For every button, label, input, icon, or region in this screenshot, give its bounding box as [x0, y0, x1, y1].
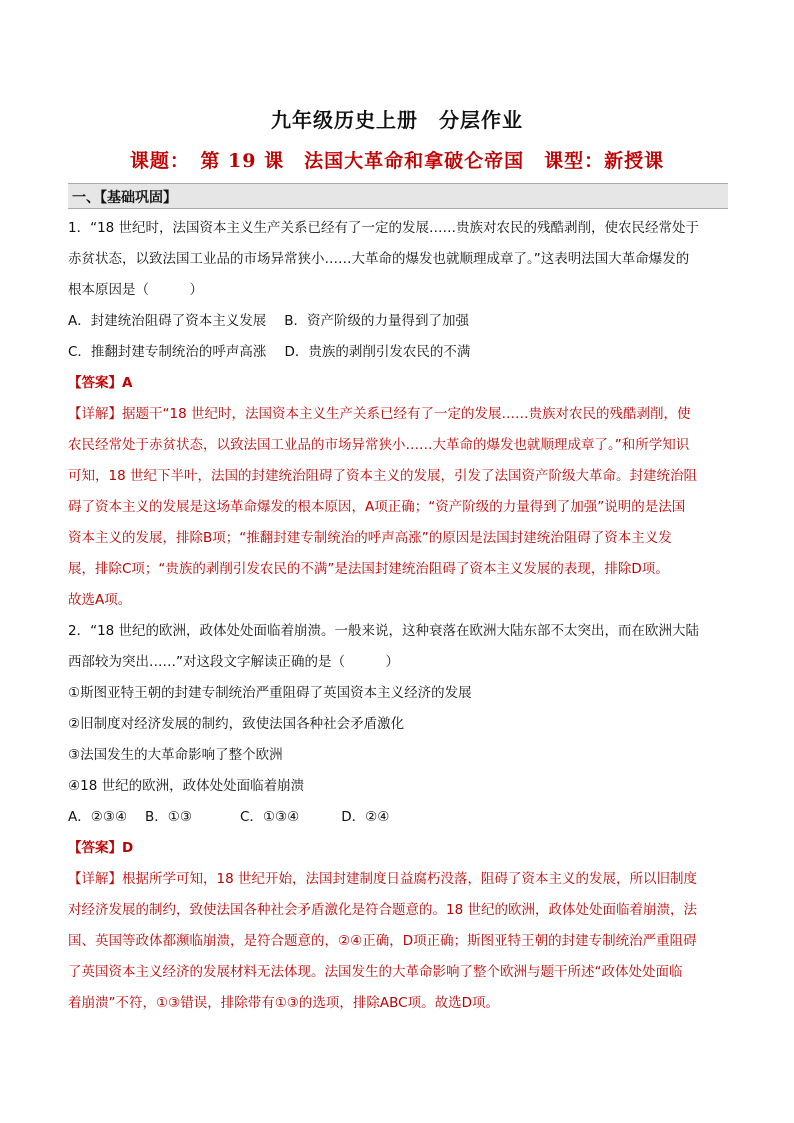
q2-stem-line: 西部较为突出……”对这段文字解读正确的是（ ）: [68, 654, 399, 670]
section-header: [68, 183, 728, 209]
page-title: 九年级历史上册 分层作业: [271, 108, 523, 132]
q1-detail-line: 展，排除C项；“贵族的剥削引发农民的不满”是法国封建统治阻碍了资本主义发展的表现，排除D项。: [68, 561, 669, 577]
q1-option-d: D．贵族的剥削引发农民的不满: [284, 344, 471, 360]
q2-detail-line: 国、英国等政体都濒临崩溃，是符合题意的，②④正确，D项正确；斯图亚特王朝的封建专制统治严重阻碍: [68, 933, 697, 949]
q1-option-c: C．推翻封建专制统治的呼声高涨: [68, 344, 267, 360]
q1-detail-line: 故选A项。: [68, 592, 132, 608]
q1-detail-line: 农民经常处于赤贫状态，以致法国工业品的市场异常狭小……大革命的爆发也就顺理成章了。”和所学知识: [68, 437, 690, 453]
q2-detail-line: 着崩溃”不符，①③错误，排除带有①③的选项，排除ABC项。故选D项。: [68, 995, 499, 1011]
q2-option-c: C．①③④: [240, 809, 300, 825]
q2-answer: 【答案】D: [68, 840, 134, 856]
q2-option-d: D．②④: [341, 809, 390, 825]
q2-detail-line: 对经济发展的制约，致使法国各种社会矛盾激化是符合题意的。18 世纪的欧洲，政体处处面临着崩溃，法: [68, 902, 697, 918]
lesson-subtitle: 课题： 第 19 课 法国大革命和拿破仑帝国 课型：新授课: [129, 150, 665, 172]
q2-statement: ①斯图亚特王朝的封建专制统治严重阻碍了英国资本主义经济的发展: [68, 685, 472, 701]
content-area: [68, 213, 728, 1019]
q1-stem-line: 1．“18 世纪时，法国资本主义生产关系已经有了一定的发展……贵族对农民的残酷剥削，使农民经常处于: [68, 220, 700, 236]
q1-detail-line: 碍了资本主义的发展是这场革命爆发的根本原因，A项正确；“资产阶级的力量得到了加强”说明的是法国: [68, 499, 686, 515]
q2-detail-line: 【详解】根据所学可知，18 世纪开始，法国封建制度日益腐朽没落，阻碍了资本主义的发展，所以旧制度: [68, 871, 697, 887]
q1-option-b: B．资产阶级的力量得到了加强: [284, 313, 470, 329]
q1-detail-line: 【详解】据题干“18 世纪时，法国资本主义生产关系已经有了一定的发展……贵族对农民的残酷剥削，使: [68, 406, 691, 422]
q2-option-a: A．②③④: [68, 809, 128, 825]
section-label: 一、【基础巩固】: [72, 190, 177, 206]
q1-detail-line: 资本主义的发展，排除B项；“推翻封建专制统治的呼声高涨”的原因是法国封建统治阻碍了资本主义发: [68, 530, 672, 546]
q2-stem-line: 2．“18 世纪的欧洲，政体处处面临着崩溃。一般来说，这种衰落在欧洲大陆东部不太突出，而在欧洲大陆: [68, 623, 700, 639]
q2-detail-line: 了英国资本主义经济的发展材料无法体现。法国发生的大革命影响了整个欧洲与题干所述“政体处处面临: [68, 964, 683, 980]
q1-option-a: A．封建统治阻碍了资本主义发展: [68, 313, 267, 329]
q2-statement: ②旧制度对经济发展的制约，致使法国各种社会矛盾激化: [68, 716, 405, 732]
q1-option-row: [68, 306, 728, 337]
q1-option-row: [68, 337, 728, 368]
q2-option-b: B．①③: [145, 809, 193, 825]
q2-statement: ④18 世纪的欧洲，政体处处面临着崩溃: [68, 778, 305, 794]
q2-statement: ③法国发生的大革命影响了整个欧洲: [68, 747, 283, 763]
q1-stem-line: 根本原因是（ ）: [68, 282, 203, 298]
q2-option-row: [68, 802, 728, 833]
q1-detail-line: 可知，18 世纪下半叶，法国的封建统治阻碍了资本主义的发展，引发了法国资产阶级大革命。封建统治阻: [68, 468, 697, 484]
q1-answer: 【答案】A: [68, 375, 133, 391]
q1-stem-line: 赤贫状态，以致法国工业品的市场异常狭小……大革命的爆发也就顺理成章了。”这表明法国大革命爆发的: [68, 251, 690, 267]
